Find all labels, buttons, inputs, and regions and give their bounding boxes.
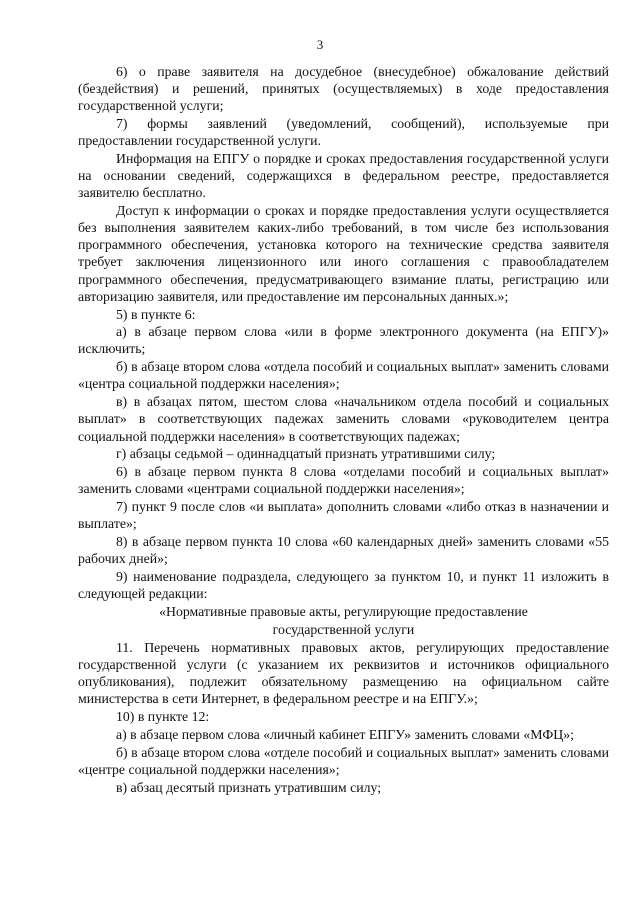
paragraph: г) абзацы седьмой – одиннадцатый признать утратившими силу;	[116, 446, 496, 462]
document-body	[78, 63, 609, 797]
page-number: 3	[316, 37, 324, 52]
paragraph: 11. Перечень нормативных правовых актов, регулирующих предоставление государственной услуги (с указанием их реквизитов и источников официального опубликования), подлежит обязательному размещению на официальном сайте министерства в сети Интернет, в федеральном реестре и на ЕПГУ.»;	[78, 640, 609, 707]
paragraph: 7) пункт 9 после слов «и выплата» дополнить словами «либо отказ в назначении и выплате»;	[78, 499, 609, 532]
paragraph: а) в абзаце первом слова «или в форме электронного документа (на ЕПГУ)» исключить;	[78, 324, 609, 357]
paragraph: б) в абзаце втором слова «отдела пособий и социальных выплат» заменить словами «центра социальной поддержки населения»;	[78, 359, 609, 392]
paragraph: 5) в пункте 6:	[116, 306, 196, 322]
subsection-heading-line: «Нормативные правовые акты, регулирующие предоставление	[159, 604, 528, 620]
paragraph: 10) в пункте 12:	[116, 709, 210, 725]
paragraph: 9) наименование подраздела, следующего за пунктом 10, и пункт 11 изложить в следующей редакции:	[78, 569, 609, 602]
subsection-heading-line: государственной услуги	[272, 622, 415, 638]
paragraph: в) в абзацах пятом, шестом слова «начальником отдела пособий и социальных выплат» в соответствующих падежах заменить словами «руководителем центра социальной поддержки населения» в соответствующих падежах;	[78, 394, 609, 444]
paragraph: 7) формы заявлений (уведомлений, сообщений), используемые при предоставлении государственной услуги.	[78, 116, 609, 149]
paragraph: Информация на ЕПГУ о порядке и сроках предоставления государственной услуги на основании сведений, содержащихся в федеральном реестре, предоставляется заявителю бесплатно.	[78, 151, 609, 201]
paragraph: б) в абзаце втором слова «отделе пособий и социальных выплат» заменить словами «центре социальной поддержки населения»;	[78, 745, 609, 778]
paragraph: а) в абзаце первом слова «личный кабинет ЕПГУ» заменить словами «МФЦ»;	[116, 727, 574, 743]
paragraph: 6) в абзаце первом пункта 8 слова «отделами пособий и социальных выплат» заменить словами «центрами социальной поддержки населения»;	[78, 464, 609, 497]
paragraph: 8) в абзаце первом пункта 10 слова «60 календарных дней» заменить словами «55 рабочих дней»;	[78, 534, 609, 567]
paragraph: в) абзац десятый признать утратившим силу;	[116, 779, 382, 795]
paragraph: 6) о праве заявителя на досудебное (внесудебное) обжалование действий (бездействия) и решений, принятых (осуществляемых) в ходе предоставления государственной услуги;	[78, 64, 609, 114]
paragraph: Доступ к информации о сроках и порядке предоставления услуги осуществляется без выполнения заявителем каких-либо требований, в том числе без использования программного обеспечения, установка которого на технические средства заявителя требует заключения лицензионного или иного соглашения с правообладателем программного обеспечения, предусматривающего взимание платы, регистрацию или авторизацию заявителя, или предоставление им персональных данных.»;	[78, 203, 609, 304]
